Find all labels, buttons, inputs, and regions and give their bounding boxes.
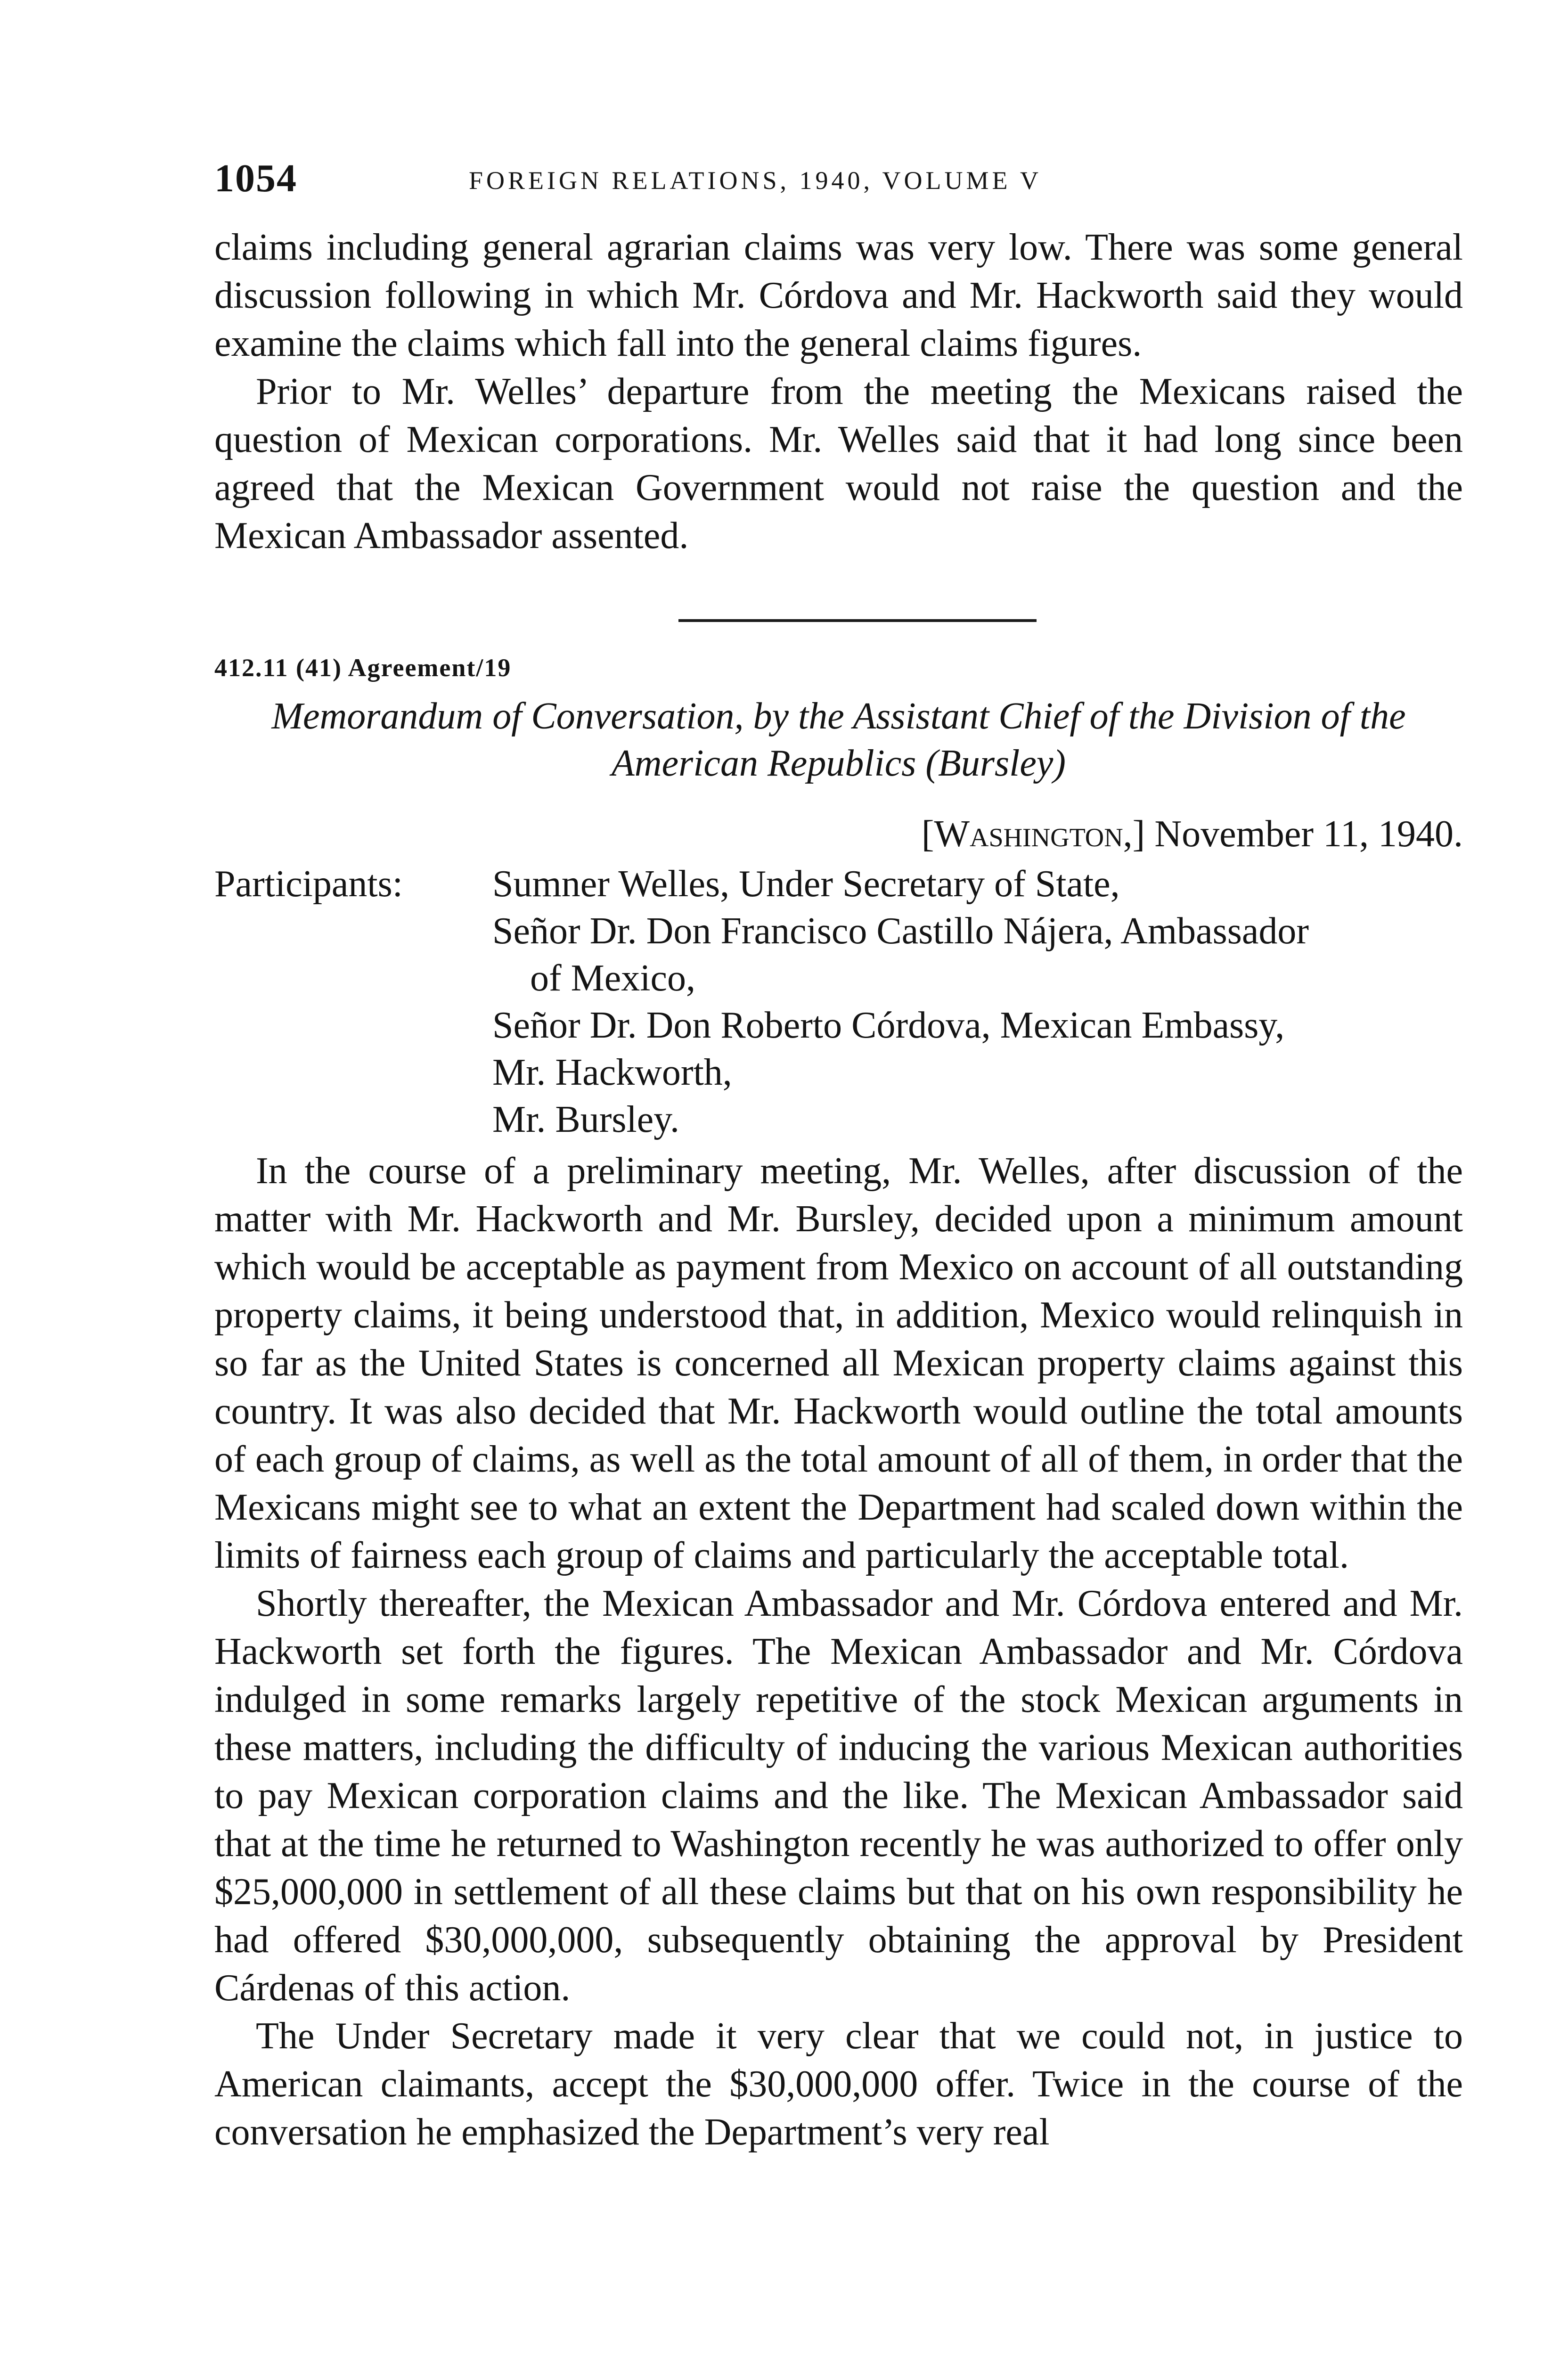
participant: Señor Dr. Don Francisco Castillo Nájera, Ambassador xyxy=(492,910,1309,952)
participant-continuation: of Mexico, xyxy=(530,957,696,999)
dateline-date: November 11, 1940. xyxy=(1154,813,1463,855)
running-head xyxy=(214,155,1463,207)
memorandum-title: Memorandum of Conversation, by the Assistant Chief of the Division of the American Republics (Bursley) xyxy=(271,695,1406,784)
paragraph: Shortly thereafter, the Mexican Ambassador and Mr. Córdova entered and Mr. Hackworth set forth the figures. The Mexican Ambassador and Mr. Córdova indulged in some remarks largely repetitive of the stock Mexican arguments in these matters, including the difficulty of inducing the various Mexican authorities to pay Mexican corporation claims and the like. The Mexican Ambassador said that at the time he returned to Washington recently he was authorized to offer only $25,000,000 in settlement of all these claims but that on his own responsibility he had offered $30,000,000, subsequently obtaining the approval by President Cárdenas of this action. xyxy=(214,1583,1463,2009)
dateline xyxy=(214,810,1463,858)
participants-block xyxy=(214,860,1463,1143)
participants-list xyxy=(492,860,1463,1143)
running-title: FOREIGN RELATIONS, 1940, VOLUME V xyxy=(469,166,1042,195)
document-page xyxy=(214,155,1463,2156)
participant: Señor Dr. Don Roberto Córdova, Mexican Embassy, xyxy=(492,1005,1285,1046)
paragraph: claims including general agrarian claims was very low. There was some general discussion following in which Mr. Córdova and Mr. Hackworth said they would examine the claims which fall into the general claims figures. xyxy=(214,227,1463,364)
page-number: 1054 xyxy=(214,156,297,200)
participant: Sumner Welles, Under Secretary of State, xyxy=(492,863,1120,905)
file-number: 412.11 (41) Agreement/19 xyxy=(214,654,512,682)
continued-text xyxy=(214,223,1463,560)
paragraph: In the course of a preliminary meeting, Mr. Welles, after discussion of the matter with Mr. Hackworth and Mr. Bursley, decided upon a minimum amount which would be acceptable as payment from Mexico on account of all outstanding property claims, it being understood that, in addition, Mexico would relinquish in so far as the United States is concerned all Mexican property claims against this country. It was also decided that Mr. Hackworth would outline the total amounts of each group of claims, as well as the total amount of all of them, in order that the Mexicans might see to what an extent the Department had scaled down within the limits of fairness each group of claims and particularly the acceptable total. xyxy=(214,1150,1463,1576)
participant: Mr. Hackworth, xyxy=(492,1052,732,1093)
participants-label: Participants: xyxy=(214,863,403,905)
participant: Mr. Bursley. xyxy=(492,1099,680,1140)
paragraph: The Under Secretary made it very clear that we could not, in justice to American claimants, accept the $30,000,000 offer. Twice in the course of the conversation he emphasized the Department’s very real xyxy=(214,2015,1463,2153)
paragraph: Prior to Mr. Welles’ departure from the meeting the Mexicans raised the question of Mexican corporations. Mr. Welles said that it had long since been agreed that the Mexican Government would not raise the question and the Mexican Ambassador assented. xyxy=(214,371,1463,556)
memorandum-body xyxy=(214,1147,1463,2156)
dateline-place: [Washington,] xyxy=(921,813,1145,855)
section-divider xyxy=(678,619,1037,622)
